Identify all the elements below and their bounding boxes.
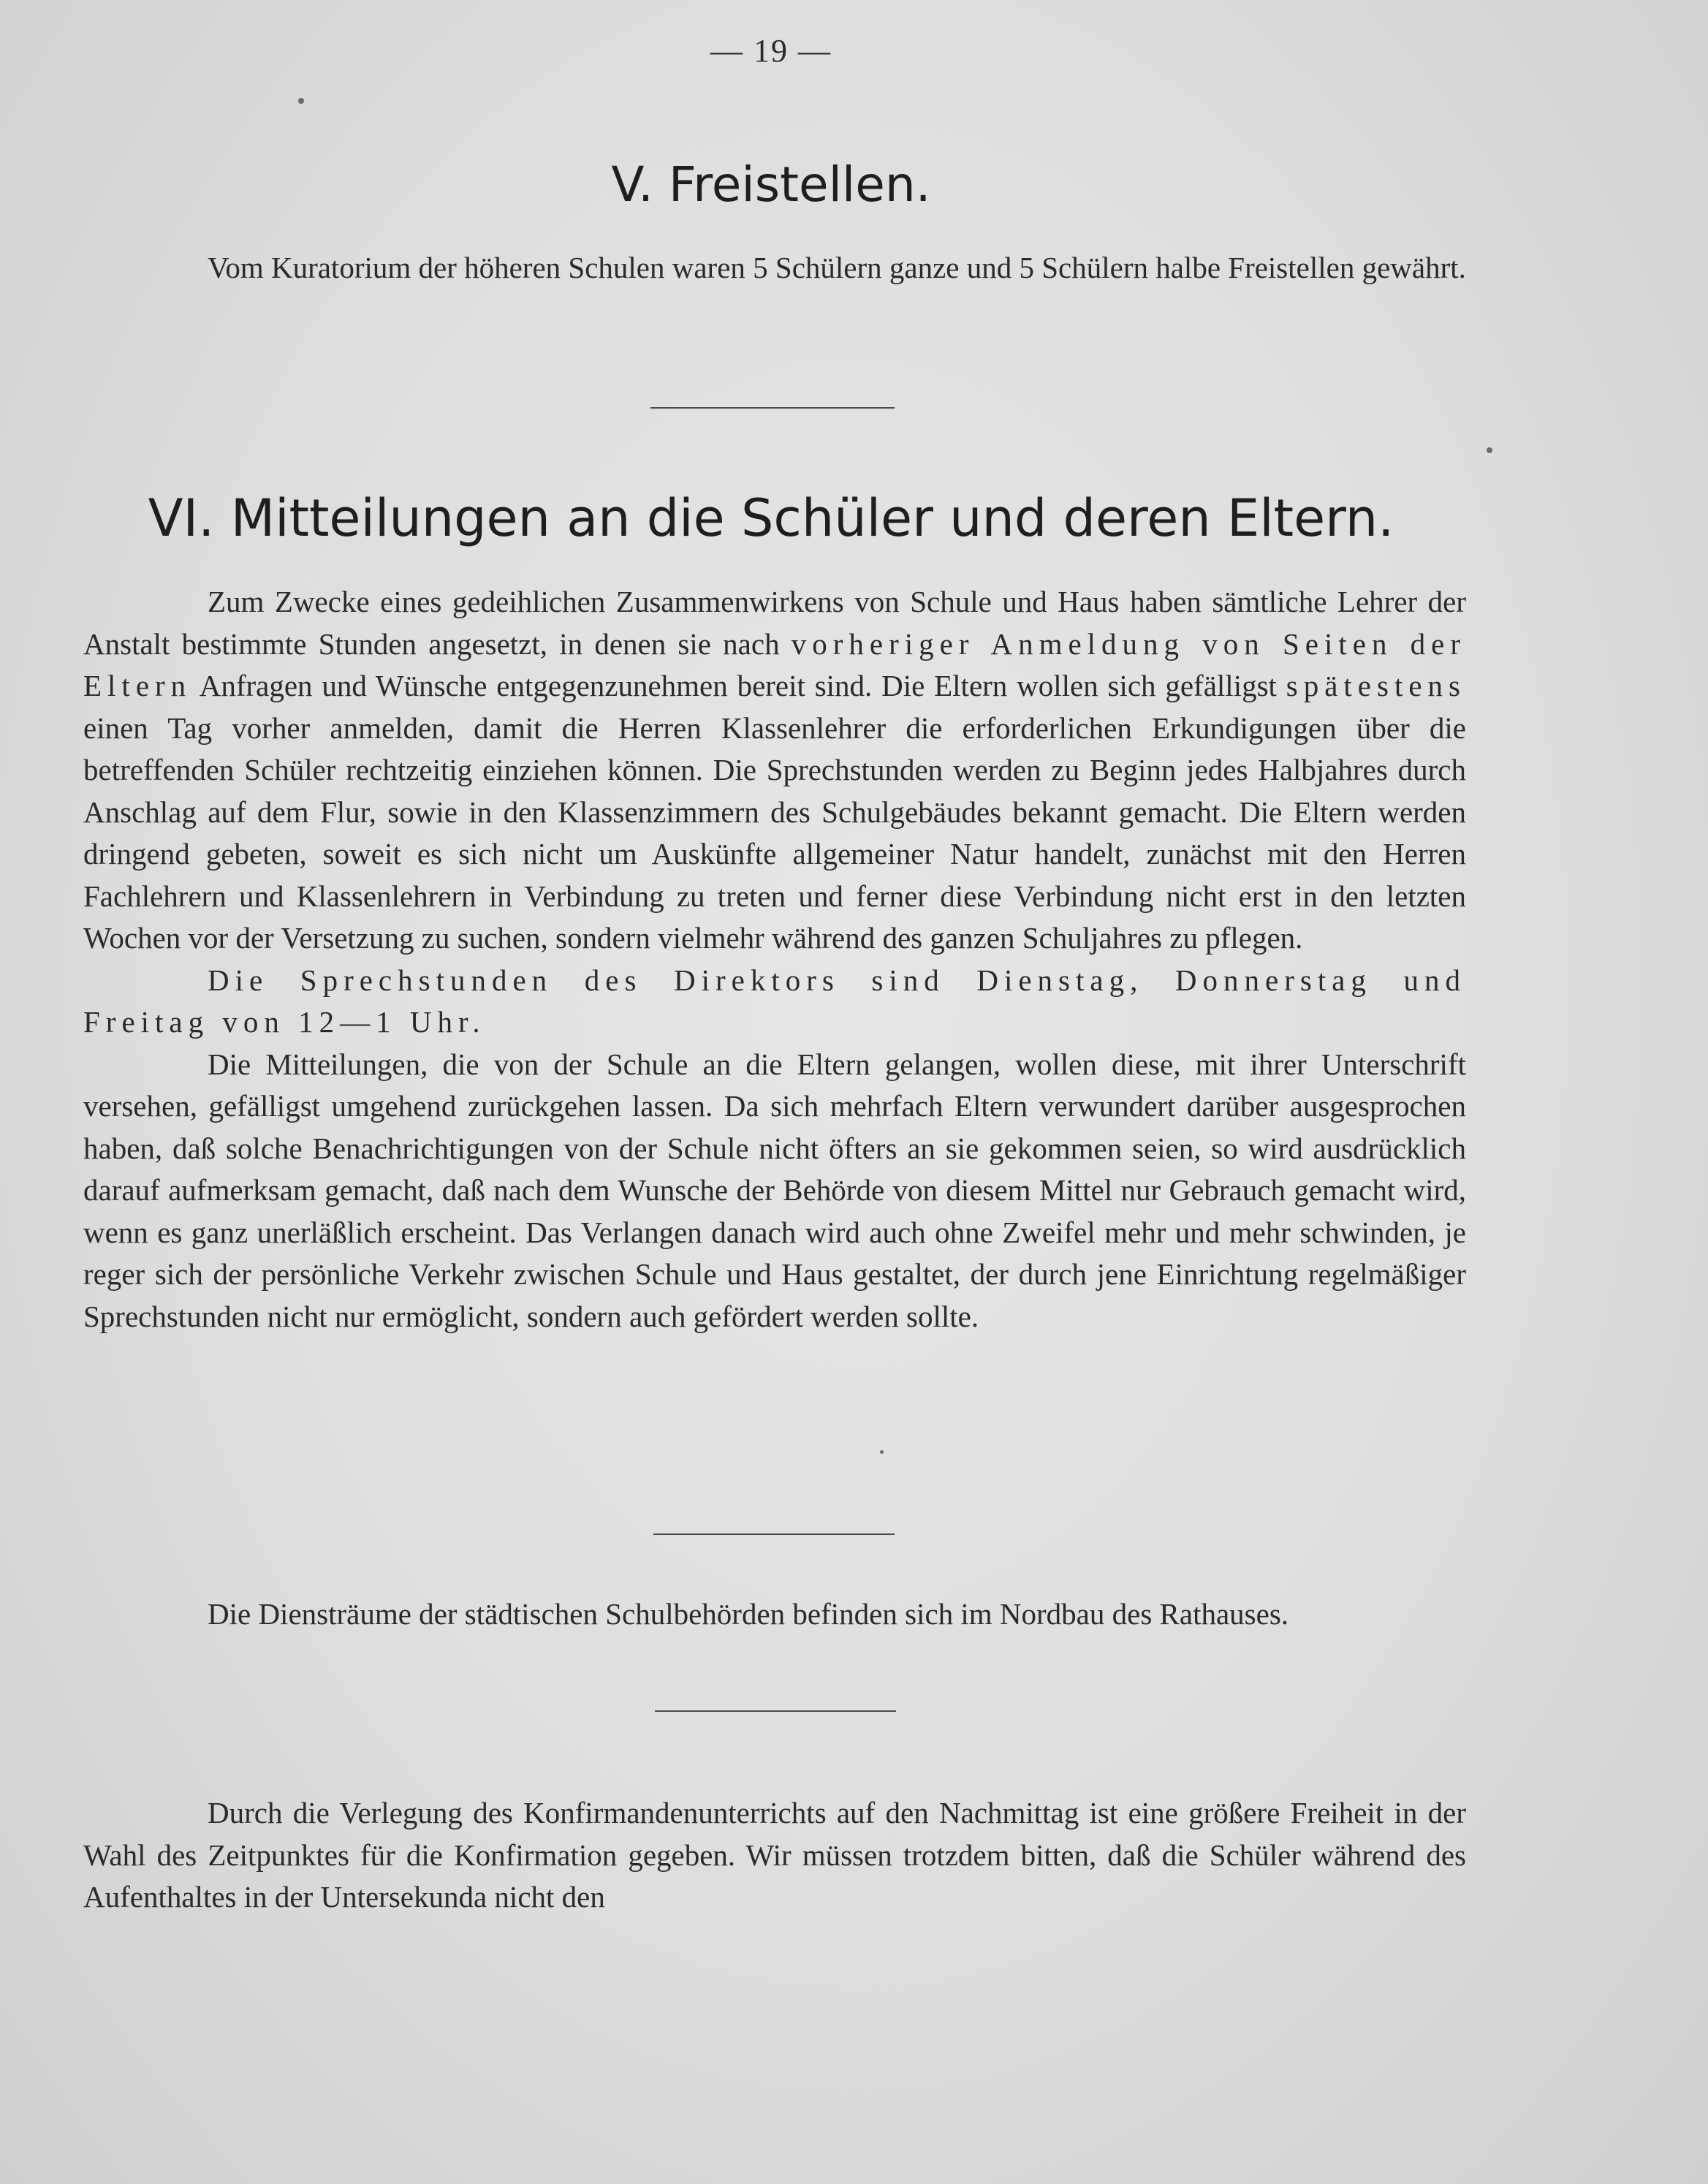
section-vi-paragraph-3: Die Mitteilungen, die von der Schule an die Eltern gelangen, wollen diese, mit ihrer Unterschrift versehen, gefälligst umgehend zurückgehen lassen. Da sich mehrfach Eltern verwundert darüber ausgesprochen haben, daß solche Benachrichtigungen von der Schule nicht öfters an sie gekommen seien, so wird ausdrücklich darauf aufmerksam gemacht, daß nach dem Wunsche der Behörde von diesem Mittel nur Gebrauch gemacht wird, wenn es ganz unerläßlich erscheint. Das Verlangen danach wird auch ohne Zweifel mehr und mehr schwinden, je reger sich der persönliche Verkehr zwischen Schule und Haus gestaltet, der durch jene Einrichtung regelmäßiger Sprechstunden nicht nur ermöglicht, sondern auch gefördert werden sollte.	[83, 1047, 1466, 1333]
dust-speck	[880, 1450, 884, 1454]
p1-text-e: einen Tag vorher anmelden, damit die Herren Klassenlehrer die erforderlichen Erkundigungen über die betreffenden Schüler rechtzeitig einziehen können. Die Sprechstunden werden zu Beginn jedes Halbjahres durch Anschlag auf dem Flur, sowie in den Klassenzimmern des Schulgebäudes bekannt gemacht. Die Eltern werden dringend gebeten, soweit es sich nicht um Auskünfte allgemeiner Natur handelt, zunächst mit den Herren Fachlehrern und Klassenlehrern in Verbindung zu treten und ferner diese Verbindung nicht erst in den letzten Wochen vor der Versetzung zu suchen, sondern vielmehr während des ganzen Schuljahres zu pflegen.	[83, 710, 1466, 955]
divider-3	[655, 1710, 896, 1712]
p1-text-c: Anfragen und Wünsche entgegenzunehmen bereit sind. Die Eltern wollen sich gefälligst	[191, 669, 1286, 702]
p1-text-a: Zum Zwecke eines gedeihlichen Zusammenwirkens von Schule und Haus haben sämtliche Lehrer der Anstalt bestimmte Stunden angesetzt, in denen sie nach	[83, 585, 1466, 661]
confirmation-note	[83, 1792, 1466, 1919]
dust-speck	[298, 98, 304, 104]
section-v-heading: V. Freistellen.	[611, 156, 931, 213]
section-vi-body	[83, 581, 1466, 1338]
offices-note-paragraph: Die Diensträume der städtischen Schulbehörden befinden sich im Nordbau des Rathauses.	[208, 1597, 1289, 1631]
page-number: — 19 —	[710, 33, 832, 69]
dust-speck	[1487, 447, 1492, 453]
p1-emphasis-latest: spätestens	[1286, 669, 1466, 702]
confirmation-note-paragraph: Durch die Verlegung des Konfirmandenunterrichts auf den Nachmittag ist eine größere Freiheit in der Wahl des Zeitpunktes für die Konfirmation gegeben. Wir müssen trotzdem bitten, daß die Schüler während des Aufenthaltes in der Untersekunda nicht den	[83, 1796, 1466, 1914]
offices-note	[83, 1593, 1466, 1636]
section-vi-paragraph-2: Die Sprechstunden des Direktors sind Dienstag, Donnerstag und Freitag von 12—1 Uhr.	[83, 963, 1466, 1039]
divider-1	[650, 407, 895, 409]
p1-emphasis-registration: vorheriger Anmeldung von Seiten der Eltern	[83, 626, 1467, 702]
section-v-body	[83, 247, 1466, 289]
section-vi-paragraph-1	[83, 581, 1466, 960]
section-vi-heading: VI. Mitteilungen an die Schüler und deren Eltern.	[148, 488, 1394, 548]
section-v-paragraph: Vom Kuratorium der höheren Schulen waren 5 Schülern ganze und 5 Schülern halbe Freistellen gewährt.	[208, 251, 1466, 284]
divider-2	[653, 1533, 895, 1535]
